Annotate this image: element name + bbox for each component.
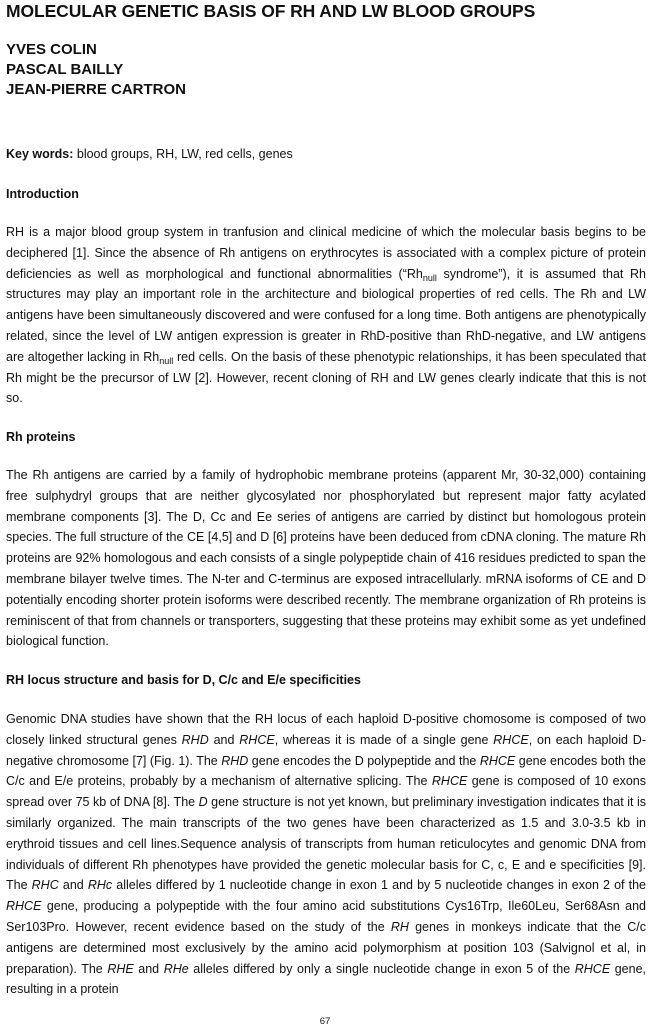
author-name: JEAN-PIERRE CARTRON (6, 81, 187, 98)
paragraph-text: gene is composed of 10 exons spread over 75 kb of DNA [8]. The (6, 774, 646, 810)
subscript-null: null (159, 355, 174, 366)
gene-name: RHCE (239, 732, 275, 747)
gene-name: RH (390, 919, 409, 934)
rh-locus-paragraph (6, 709, 646, 1000)
author-name: YVES COLIN (6, 41, 97, 58)
paragraph-text: and (208, 732, 240, 747)
gene-name: RHCE (6, 899, 42, 914)
gene-name: RHCE (493, 732, 529, 747)
paragraph-text: Genomic DNA studies have shown that the RH locus of each haploid D-positive chomosome is composed of two closely linked structural genes (6, 712, 646, 747)
rh-proteins-paragraph (6, 465, 646, 652)
paragraph-text: gene structure is not yet known, but preliminary investigation indicates that it is similarly organized. The main transcripts of the two genes have been characterized as 1.5 and 3.0-3.5 kb in erythroid tissues and cell lines.Sequence analysis of transcripts from human reticulocytes and genomic DNA from individuals of different Rh phenotypes have provided the genetic molecular basis for C, c, E and e specificities [9]. The (6, 795, 646, 893)
paragraph-text: genes in monkeys indicate that the C/c antigens are determined most exclusively by the amino acid polymorphism at position 103 (Salvignol et al, in preparation). The (6, 919, 646, 976)
paragraph-text: The Rh antigens are carried by a family of hydrophobic membrane proteins (apparent Mr, 30-32,000) containing free sulphydryl groups that are neither glycosylated nor phosphorylated but represent major fatty acylated membrane components [3]. The D, Cc and Ee series of antigens are carried by distinct but homologous protein species. The full structure of the CE [4,5] and D [6] proteins have been deduced from cDNA cloning. The mature Rh proteins are 92% homologous and each consists of a single polypeptide chain of 416 residues predicted to span the membrane bilayer twelve times. The N-ter and C-terminus are exposed intracellularly. mRNA isoforms of CE and D potentially encoding shorter protein isoforms were described recently. The membrane organization of Rh proteins is reminiscent of that from channels or transporters, suggesting that these proteins may exhibit some as yet undefined biological function. (6, 468, 647, 649)
paragraph-text: gene, producing a polypeptide with the four amino acid substitutions Cys16Trp, Ile60Leu, Ser68Asn and Ser103Pro. However, recent evidence based on the study of the (6, 899, 646, 934)
gene-name: D (198, 795, 208, 810)
section-heading-introduction: Introduction (6, 187, 79, 201)
paragraph-text: , on each haploid D-negative chromosome [7] (Fig. 1). The (6, 732, 646, 768)
gene-name: RHc (87, 878, 113, 893)
gene-name: RHe (163, 961, 189, 976)
gene-name: RHD (181, 732, 209, 747)
paragraph-text: gene, resulting in a protein (6, 961, 646, 997)
paragraph-text: syndrome”), it is assumed that Rh structures may play an important role in the architecture and biological properties of red cells. The Rh and LW antigens have been simultaneously discovered and were confused for a long time. Both antigens are phenotypically related, since the level of LW antigen expression is greater in RhD-positive than RhD-negative, and LW antigens are altogether lacking in Rh (6, 266, 646, 364)
paragraph-text: alleles differed by 1 nucleotide change in exon 1 and by 5 nucleotide changes in exon 2 of the (112, 878, 646, 893)
section-heading-rh-proteins: Rh proteins (6, 430, 76, 444)
introduction-paragraph (6, 222, 646, 409)
gene-name: RHD (221, 753, 249, 768)
paragraph-text: RH is a major blood group system in tranfusion and clinical medicine of which the molecular basis begins to be deciphered [1]. Since the absence of Rh antigens on erythrocytes is associated with a complex picture of protein deficiencies as well as morphological and functional abnormalities (“Rh (6, 225, 646, 281)
article-title: MOLECULAR GENETIC BASIS OF RH AND LW BLOOD GROUPS (6, 1, 536, 21)
keywords-label: Key words: (6, 147, 74, 161)
gene-name: RHC (31, 878, 59, 893)
paragraph-text: , whereas it is made of a single gene (274, 732, 494, 747)
keywords-text: blood groups, RH, LW, red cells, genes (76, 147, 293, 161)
paragraph-text: alleles differed by only a single nucleotide change in exon 5 of the (188, 961, 575, 976)
gene-name: RHCE (431, 774, 468, 789)
section-heading-rh-locus: RH locus structure and basis for D, C/c and E/e specificities (6, 673, 361, 687)
keywords-line (6, 145, 293, 163)
paragraph-text: and (133, 961, 164, 976)
paragraph-text: red cells. On the basis of these phenotypic relationships, it has been speculated that Rh might be the precursor of LW [2]. However, recent cloning of RH and LW genes clearly indicate that this is not so. (6, 349, 646, 406)
paragraph-text: gene encodes the D polypeptide and the (248, 753, 480, 768)
gene-name: RHCE (479, 753, 516, 768)
page-number: 67 (319, 1016, 331, 1027)
author-list (6, 40, 186, 100)
subscript-null: null (422, 272, 437, 283)
gene-name: RHE (107, 961, 134, 976)
paragraph-text: gene encodes both the C/c and E/e proteins, probably by a mechanism of alternative splicing. The (6, 753, 646, 789)
gene-name: RHCE (574, 961, 611, 976)
paragraph-text: and (58, 878, 88, 893)
author-name: PASCAL BAILLY (6, 61, 124, 78)
